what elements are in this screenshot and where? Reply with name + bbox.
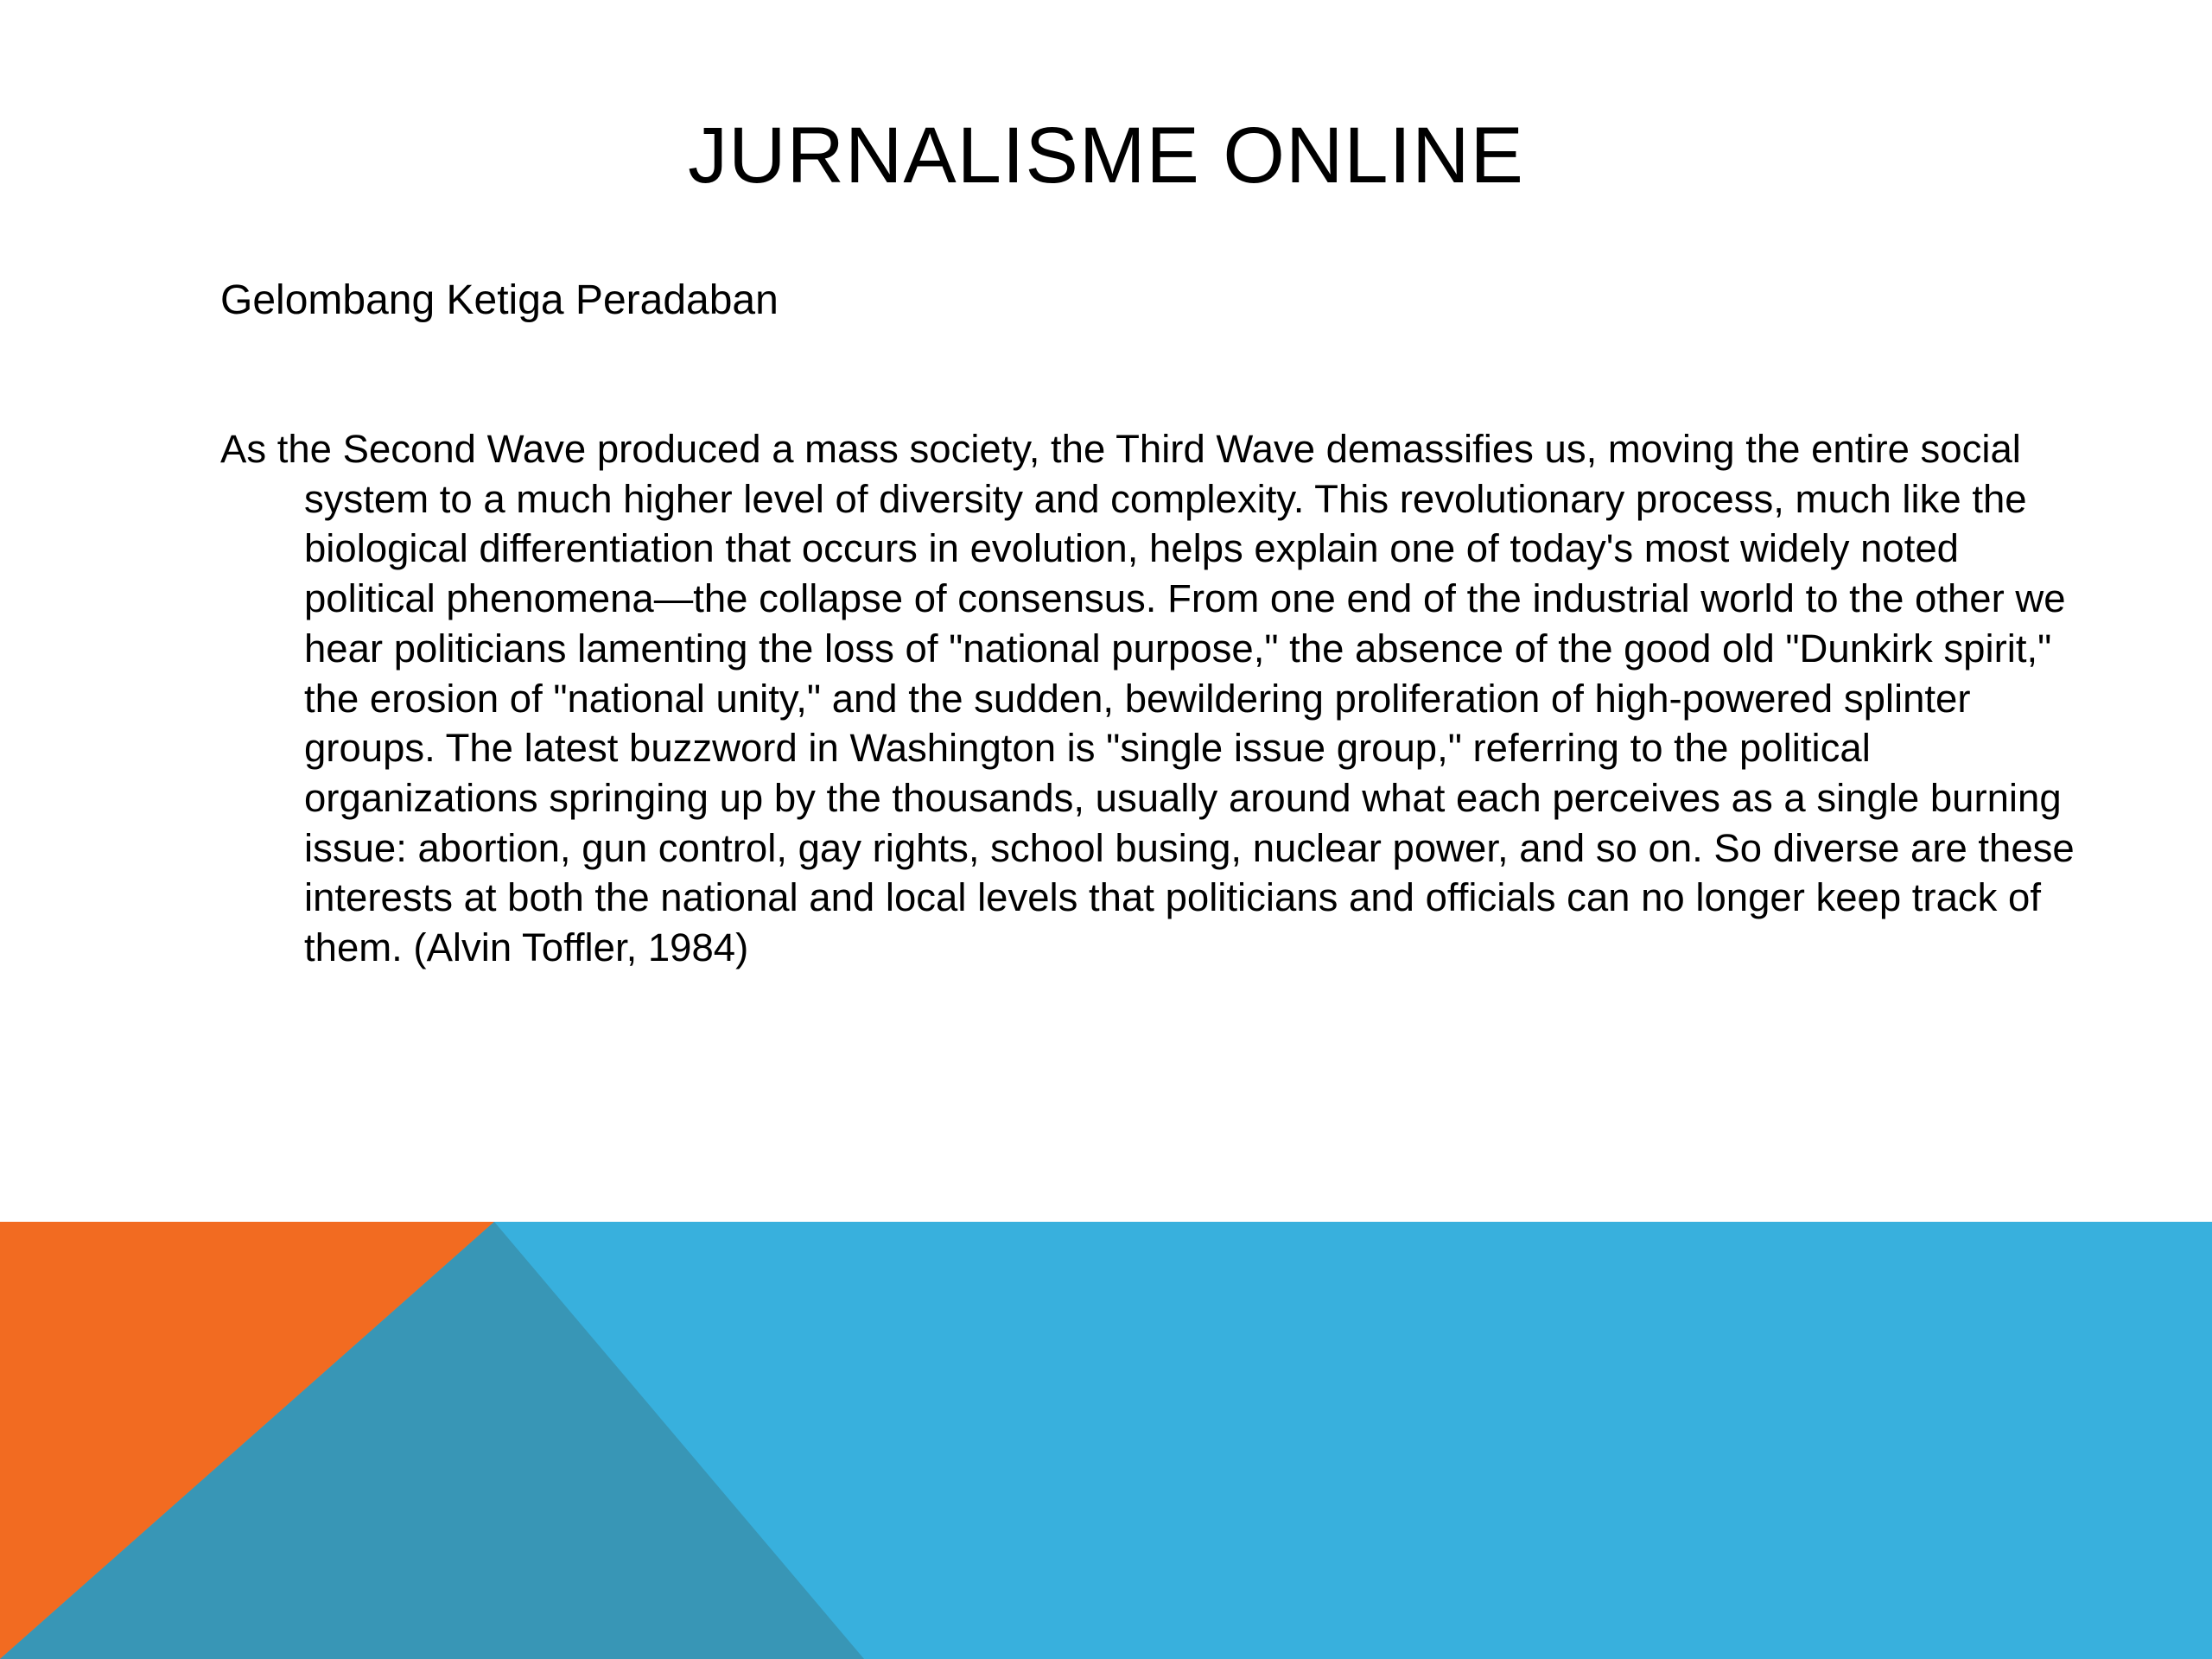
slide-title: JURNALISME ONLINE [688,111,1524,200]
quote-paragraph: As the Second Wave produced a mass society, the Third Wave demassifies us, moving the entire social system to a much higher level of diversity and complexity. This revolutionary process, much like the biological differentiation that occurs in evolution, helps explain one of today's most widely noted political phenomena—the collapse of consensus. From one end of the industrial world to the other we hear politicians lamenting the loss of "national purpose," the absence of the good old "Dunkirk spirit," the erosion of "national unity," and the sudden, bewildering proliferation of high-powered splinter groups. The latest buzzword in Washington is "single issue group," referring to the political organizations springing up by the thousands, usually around what each perceives as a single burning issue: abortion, gun control, gay rights, school busing, nuclear power, and so on. So diverse are these interests at both the national and local levels that politicians and officials can no longer keep track of them. (Alvin Toffler, 1984) [220,427,2075,970]
slide-subtitle: Gelombang Ketiga Peradaban [220,277,779,323]
